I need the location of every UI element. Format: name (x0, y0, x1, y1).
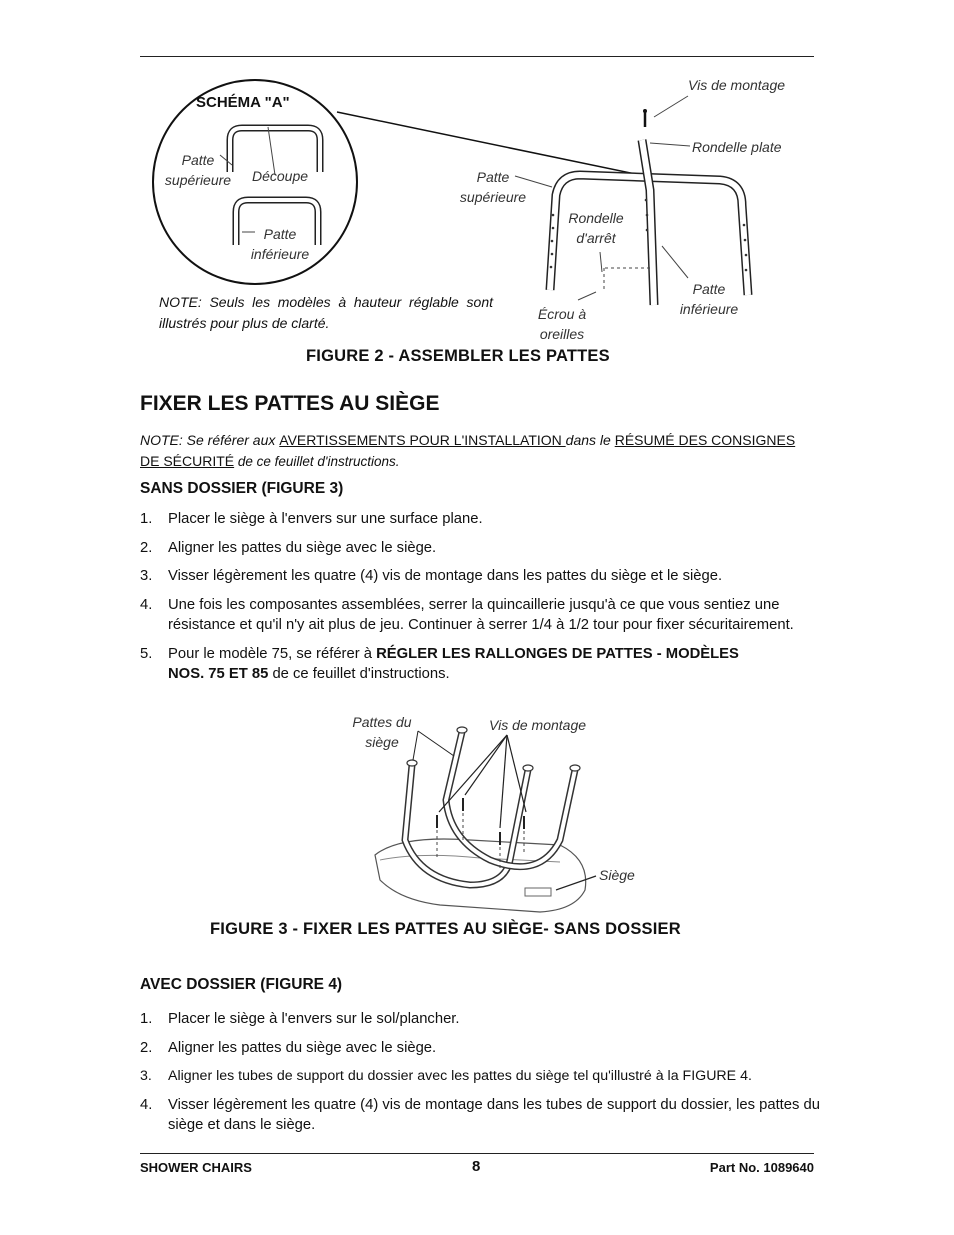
step-number: 2. (140, 1039, 153, 1056)
step-number: 5. (140, 645, 153, 662)
note-link-securite[interactable]: DE SÉCURITÉ (140, 453, 235, 469)
note-link-avertissements[interactable]: AVERTISSEMENTS POUR L'INSTALLATION (279, 432, 566, 448)
label-siege: Siège (599, 867, 635, 883)
step-text: Une fois les composantes assemblées, serrer la quincaillerie jusqu'à ce que vous sentiez une résistance et qu'il n'y ait plus de jeu. Continuer à serrer 1/4 à 1/2 tour pour fixer sécuritairement. (168, 596, 794, 633)
note-prefix: NOTE: Se référer aux (140, 432, 280, 448)
label-line: Patte (692, 281, 726, 297)
step-text: Pour le modèle 75, se référer à (168, 645, 377, 662)
step-item (140, 1066, 820, 1087)
step-item (140, 1009, 820, 1030)
step-text: Aligner les pattes du siège avec le siège. (168, 1039, 437, 1056)
label-line: Patte (181, 152, 215, 168)
figure-2-note: NOTE: Seuls les modèles à hauteur réglable sont illustrés pour plus de clarté. (159, 294, 493, 331)
step-text: de ce feuillet d'instructions. (268, 666, 450, 682)
figure-2-caption: FIGURE 2 - ASSEMBLER LES PATTES (306, 347, 610, 365)
label-decoupe: Découpe (252, 168, 309, 184)
step-number: 4. (140, 1096, 153, 1113)
label-line: inférieure (679, 301, 739, 317)
step-number: 2. (140, 539, 153, 556)
step-text: Placer le siège à l'envers sur une surface plane. (168, 511, 483, 527)
footer-title: SHOWER CHAIRS (140, 1160, 252, 1175)
label-line: inférieure (250, 246, 310, 262)
steps-avec-dossier (140, 1009, 820, 1144)
footer-rule (140, 1153, 814, 1154)
label-line: supérieure (459, 189, 527, 205)
step-item (140, 1095, 820, 1136)
note-link-resume[interactable]: RÉSUMÉ DES CONSIGNES (614, 432, 796, 448)
label-vis-de-montage-fig3: Vis de montage (489, 717, 587, 733)
step-text: Aligner les pattes du siège avec le siège. (168, 539, 437, 556)
label-line: Pattes du (352, 714, 412, 730)
label-line: Patte (263, 226, 297, 242)
label-line: Écrou à (537, 306, 587, 322)
schema-a-title: SCHÉMA "A" (196, 94, 290, 111)
heading-sans-dossier: SANS DOSSIER (FIGURE 3) (140, 480, 344, 497)
step-number: 3. (140, 1068, 152, 1084)
step-text-bold: RÉGLER LES RALLONGES DE PATTES - MODÈLES NOS. 75 ET 85 (168, 645, 739, 682)
step-text: Aligner les tubes de support du dossier avec les pattes du siège tel qu'illustré à la FIGURE 4. (168, 1068, 752, 1084)
section-title: FIXER LES PATTES AU SIÈGE (140, 392, 440, 415)
heading-avec-dossier: AVEC DOSSIER (FIGURE 4) (140, 976, 343, 993)
step-text: Visser légèrement les quatre (4) vis de montage dans les tubes de support du dossier, les pattes du siège et dans le siège. (168, 1096, 820, 1133)
step-item (140, 1038, 820, 1059)
label-line: Rondelle (568, 210, 624, 226)
label-rondelle-plate: Rondelle plate (692, 139, 782, 155)
label-line: siège (365, 734, 399, 750)
part-number: Part No. 1089640 (709, 1160, 814, 1175)
label-pattes-du-siege (348, 712, 416, 752)
step-number: 1. (140, 511, 153, 527)
label-line: d'arrêt (576, 230, 616, 246)
note-suffix: de ce feuillet d'instructions. (234, 454, 400, 469)
step-text: Visser légèrement les quatre (4) vis de montage dans les pattes du siège et le siège. (168, 568, 723, 584)
step-number: 1. (140, 1011, 153, 1027)
page-number: 8 (472, 1158, 481, 1175)
step-number: 4. (140, 596, 153, 613)
note-mid: dans le (565, 432, 615, 448)
step-number: 3. (140, 568, 153, 584)
label-line: supérieure (164, 172, 232, 188)
label-line: oreilles (539, 326, 585, 342)
label-vis-de-montage: Vis de montage (688, 77, 786, 93)
figure-3-caption: FIGURE 3 - FIXER LES PATTES AU SIÈGE- SANS DOSSIER (210, 920, 681, 938)
label-line: Patte (476, 169, 510, 185)
step-text: Placer le siège à l'envers sur le sol/plancher. (168, 1011, 460, 1027)
